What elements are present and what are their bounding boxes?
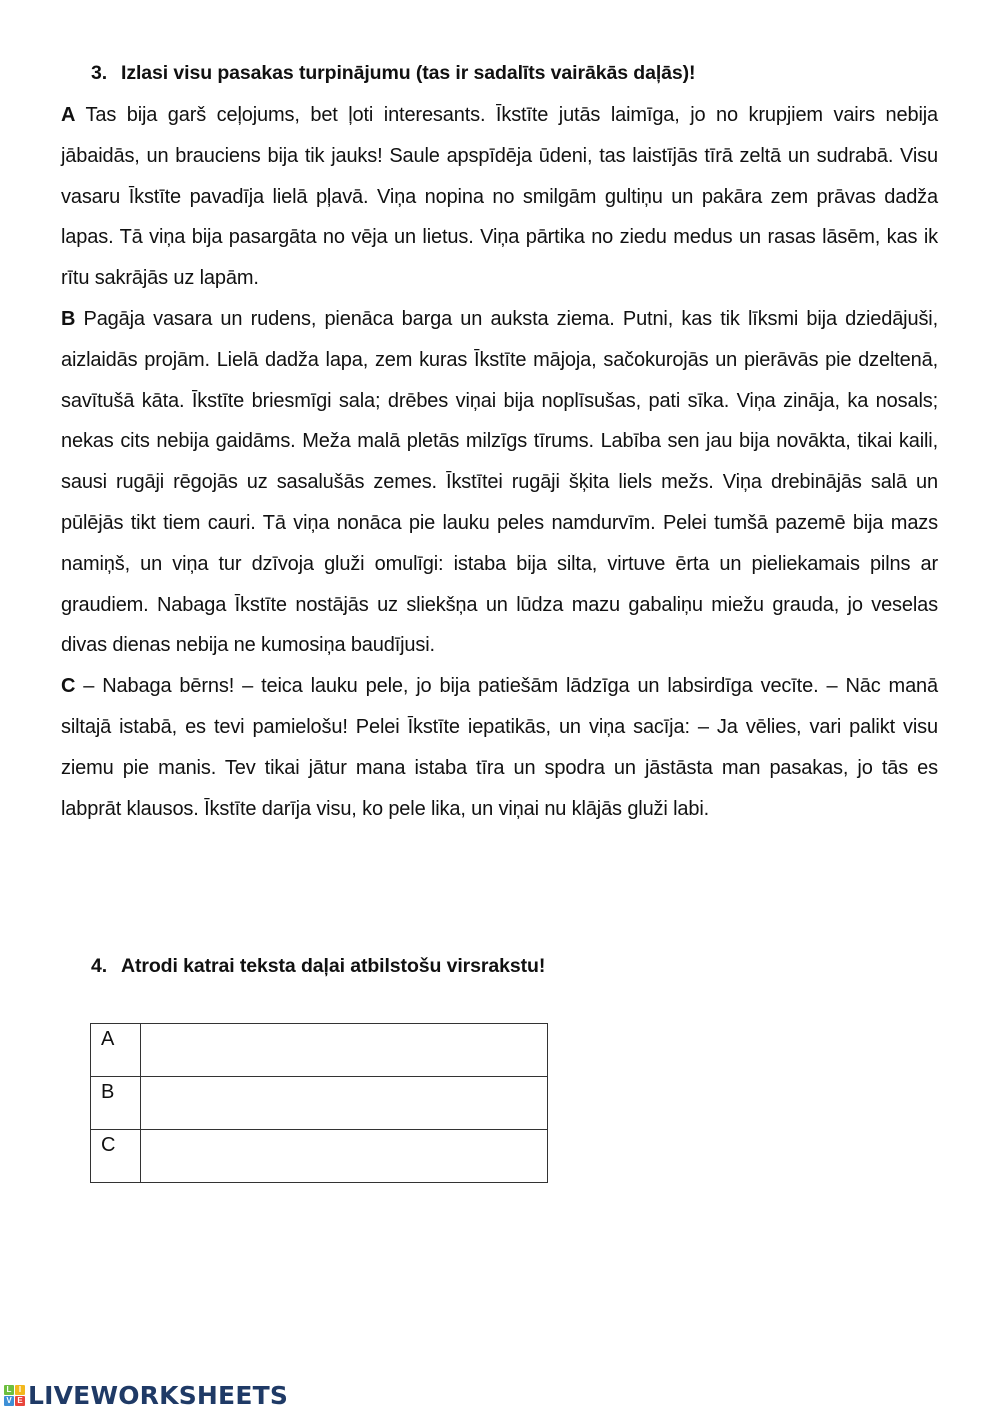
logo-tile-v: V bbox=[4, 1396, 14, 1406]
part-a-text: Tas bija garš ceļojums, bet ļoti interesants. Īkstīte jutās laimīga, jo no krupjiem vairs nebija jābaidās, un brauciens bija tik jauks! Saule apspīdēja ūdeni, tas laistījās tīrā zeltā un sudrabā. Visu vasaru Īkstīte pavadīja lielā pļavā. Viņa nopina no smilgām gultiņu un pakāra zem prāvas dadža lapas. Tā viņa bija pasargāta no vēja un lietus. Viņa pārtika no ziedu medus un rasas lāsēm, kas ik rītu sakrājās uz lapām. bbox=[61, 104, 938, 290]
part-letter-b: B bbox=[61, 307, 76, 330]
answer-input-c[interactable] bbox=[141, 1130, 547, 1182]
answer-row-b bbox=[91, 1077, 548, 1130]
task-4-title: Atrodi katrai teksta daļai atbilstošu virsrakstu! bbox=[121, 955, 546, 977]
liveworksheets-logo bbox=[4, 1382, 288, 1408]
story-part-c bbox=[61, 666, 938, 829]
task-3-number: 3. bbox=[91, 62, 108, 84]
row-label-c: C bbox=[91, 1130, 141, 1183]
logo-tile-l: L bbox=[4, 1385, 14, 1395]
task-4-heading bbox=[91, 955, 545, 978]
task-3-title: Izlasi visu pasakas turpinājumu (tas ir sadalīts vairākās daļās)! bbox=[121, 62, 696, 84]
answer-cell-b[interactable] bbox=[141, 1077, 548, 1130]
answer-input-a[interactable] bbox=[141, 1024, 547, 1076]
answer-input-b[interactable] bbox=[141, 1077, 547, 1129]
logo-tile-i: I bbox=[15, 1385, 25, 1395]
answer-row-c bbox=[91, 1130, 548, 1183]
part-c-text: – Nabaga bērns! – teica lauku pele, jo bija patiešām lādzīga un labsirdīga vecīte. – Nāc manā siltajā istabā, es tevi pamielošu! Pelei Īkstīte iepatikās, un viņa sacīja: – Ja vēlies, vari palikt visu ziemu pie manis. Tev tikai jātur mana istaba tīra un spodra un jāstāsta man pasakas, jo tās es labprāt klausos. Īkstīte darīja visu, ko pele lika, un viņai nu klājās gluži labi. bbox=[61, 675, 938, 820]
story-text bbox=[61, 95, 938, 829]
logo-tiles-icon bbox=[4, 1385, 25, 1406]
row-label-a: A bbox=[91, 1024, 141, 1077]
answer-cell-c[interactable] bbox=[141, 1130, 548, 1183]
answer-table bbox=[90, 1023, 548, 1183]
part-letter-a: A bbox=[61, 104, 76, 126]
story-part-b bbox=[61, 299, 938, 666]
task-4-number: 4. bbox=[91, 955, 108, 977]
story-part-a bbox=[61, 95, 938, 299]
part-letter-c: C bbox=[61, 675, 76, 698]
logo-tile-e: E bbox=[15, 1396, 25, 1406]
part-b-text: Pagāja vasara un rudens, pienāca barga un auksta ziema. Putni, kas tik līksmi bija dziedājuši, aizlaidās projām. Lielā dadža lapa, zem kuras Īkstīte mājoja, sačokurojās un pierāvās pie dzeltenā, savītušā kāta. Īkstīte briesmīgi sala; drēbes viņai bija noplīsušas, pati sīka. Viņa zināja, ka nosals; nekas cits nebija gaidāms. Meža malā pletās milzīgs tīrums. Labība sen jau bija novākta, tikai kaili, sausi rugāji rēgojās uz sasalušās zemes. Īkstītei rugāji šķita liels mežs. Viņa drebinājās salā un pūlējās tikt tiem cauri. Tā viņa nonāca pie lauku peles namdurvīm. Pelei tumšā pazemē bija mazs namiņš, un viņa tur dzīvoja gluži omulīgi: istaba bija silta, virtuve ērta un pieliekamais pilns ar graudiem. Nabaga Īkstīte nostājās uz sliekšņa un lūdza mazu gabaliņu miežu grauda, jo veselas divas dienas nebija ne kumosiņa baudījusi. bbox=[61, 307, 938, 657]
answer-cell-a[interactable] bbox=[141, 1024, 548, 1077]
task-3-heading bbox=[91, 62, 695, 85]
answer-row-a bbox=[91, 1024, 548, 1077]
logo-text: LIVEWORKSHEETS bbox=[28, 1380, 289, 1410]
row-label-b: B bbox=[91, 1077, 141, 1130]
